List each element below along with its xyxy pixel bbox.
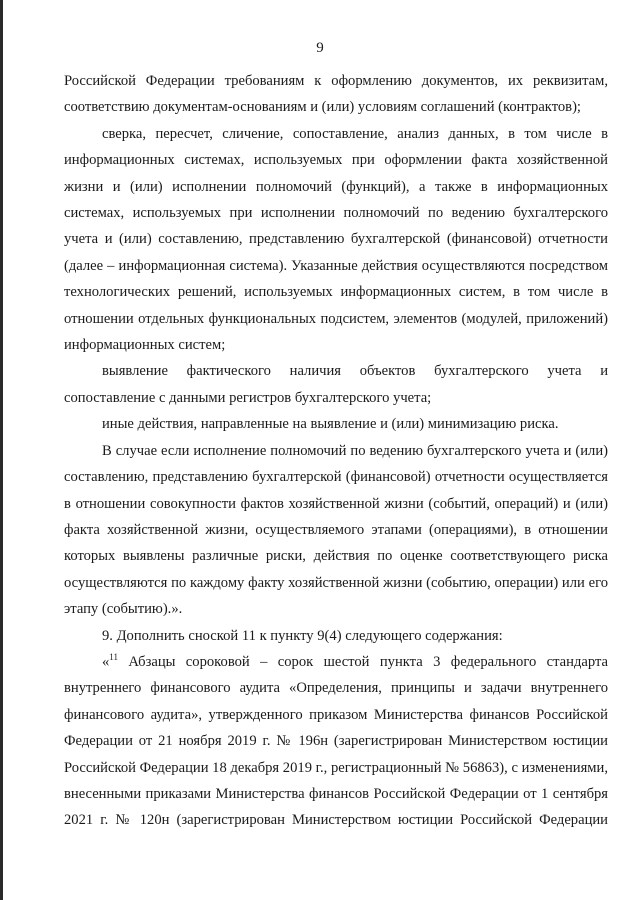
footnote-paragraph bbox=[64, 649, 608, 834]
footnote-open-quote: « bbox=[102, 653, 110, 670]
footnote-marker: 11 bbox=[109, 651, 118, 662]
paragraph-4: иные действия, направленные на выявление и (или) минимизацию риска. bbox=[102, 416, 559, 433]
paragraph-5: В случае если исполнение полномочий по ведению бухгалтерского учета и (или) составлению, представлению бухгалтерской (финансовой) отчетности осуществляется в отношении совокупности фактов хозяйственной жизни (событий, операций) и (или) факта хозяйственной жизни, осуществляемого этапами (операциями), в отношении которых выявлены различные риски, действия по оценке соответствующего риска осуществляются по каждому факту хозяйственной жизни (событию, операции) или его этапу (событию).». bbox=[64, 442, 608, 618]
scan-edge bbox=[0, 0, 3, 900]
document-body bbox=[64, 68, 608, 834]
footnote-text: Абзацы сороковой – сорок шестой пункта 3 федерального стандарта внутреннего финансового аудита «Определения, принципы и задачи внутреннего финансового аудита», утвержденного приказом Министерства финансов Российской Федерации от 21 ноября 2019 г. № 196н (зарегистрирован Министерством юстиции Российской Федерации 18 декабря 2019 г., регистрационный № 56863), с изменениями, внесенными приказами Министерства финансов Российской Федерации от 1 сентября 2021 г. № 120н (зарегистрирован Министерством юстиции Российской Федерации bbox=[64, 653, 608, 829]
paragraph-2: сверка, пересчет, сличение, сопоставление, анализ данных, в том числе в информационных системах, используемых при оформлении факта хозяйственной жизни и (или) исполнении полномочий (функций), а также в информационных системах, используемых при исполнении полномочий по ведению бухгалтерского учета и (или) составлению, представлению бухгалтерской (финансовой) отчетности (далее – информационная система). Указанные действия осуществляются посредством технологических решений, используемых информационных систем, в том числе в отношении отдельных функциональных подсистем, элементов (модулей, приложений) информационных систем; bbox=[64, 125, 608, 354]
paragraph-3: выявление фактического наличия объектов бухгалтерского учета и сопоставление с данными регистров бухгалтерского учета; bbox=[64, 363, 608, 406]
paragraph-1: Российской Федерации требованиям к оформлению документов, их реквизитам, соответствию документам-основаниям и (или) условиям соглашений (контрактов); bbox=[64, 73, 608, 116]
paragraph-6: 9. Дополнить сноской 11 к пункту 9(4) следующего содержания: bbox=[102, 627, 503, 644]
page-number: 9 bbox=[316, 40, 324, 56]
